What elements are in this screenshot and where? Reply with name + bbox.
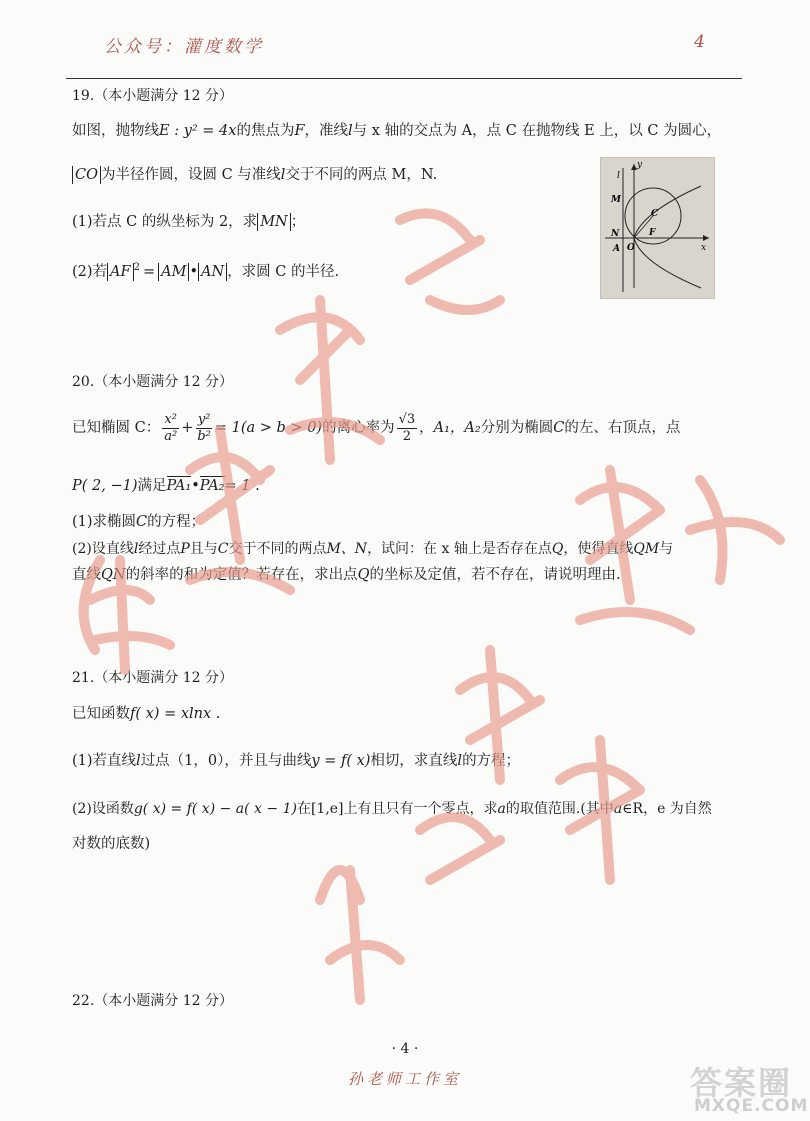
q21-part2 [72, 799, 712, 819]
q19-abs-mn: MN [257, 213, 291, 231]
q21-part1 [72, 751, 520, 771]
q21-line1 [72, 704, 220, 724]
fig-label-m: M [611, 195, 621, 205]
q19-heading: 19.（本小题满分 12 分） [72, 88, 233, 104]
q20-condition: = 1(a > b > 0) [214, 420, 323, 436]
q20-text: 满足 [137, 478, 167, 494]
q21-text: (2)设函数 [72, 801, 134, 817]
q20-point-symbol: P [180, 541, 190, 557]
q20-text: 与 [659, 541, 674, 557]
q20-frac-y-den: b² [197, 428, 211, 444]
q21-heading: 21.（本小题满分 12 分） [72, 670, 233, 686]
q21-line-symbol: l [136, 753, 141, 769]
q19-line1 [72, 121, 721, 141]
q20-text: 分别为椭圆 [480, 420, 554, 436]
q19-text: ； [290, 214, 306, 230]
q19-part1 [72, 212, 305, 232]
q19-figure [600, 157, 715, 299]
corner-logo-text: 答案圈 [690, 1064, 793, 1102]
q19-text: 交于不同的两点 M，N. [285, 167, 438, 183]
q20-frac-ecc [397, 412, 418, 445]
q21-text: 相切，求直线 [370, 753, 458, 769]
q20-text: ，使得直线 [563, 541, 634, 557]
header-page-mark: 4 [694, 32, 705, 52]
q20-text: 经过点 [138, 541, 181, 557]
q19-directrix-symbol: l [348, 123, 353, 139]
q20-text: 已知椭圆 C： [72, 420, 161, 436]
q19-text: 的焦点为 [236, 123, 295, 139]
fig-label-y: y [637, 160, 643, 170]
q20-line-symbol: l [133, 541, 139, 557]
q20-line-qm: QM [633, 541, 660, 557]
q20-frac-ecc-den: 2 [402, 428, 411, 444]
page-number: · 4 · [391, 1041, 419, 1057]
q20-text: 的斜率的和为定值？若存在，求出点 [125, 567, 358, 583]
q20-line-qn: QN [101, 567, 126, 583]
fig-label-c: C [651, 209, 659, 219]
q20-text: (2)设直线 [72, 541, 134, 557]
q19-text: 为半径作圆，设圆 C 与准线 [100, 167, 281, 183]
q20-point-p: P( 2, −1) [72, 478, 138, 494]
q21-curve: y = f( x) [311, 753, 371, 769]
q20-plus: + [181, 420, 194, 436]
q21-param-a: a [497, 801, 506, 817]
q21-text: 的取值范围.(其中 [505, 801, 614, 817]
q19-parabola-equation: E : y² = 4x [159, 123, 237, 139]
q20-vector-pa1: PA₁ [166, 478, 192, 494]
fig-label-l: l [617, 171, 620, 181]
q21-line-symbol: l [457, 753, 463, 769]
q21-param-a: a [613, 801, 623, 817]
q20-text: ，试问：在 x 轴上是否存在点 [367, 541, 552, 557]
q21-text: ∈R，e 为自然 [622, 801, 712, 817]
q21-text: 的方程； [462, 753, 521, 769]
header-account-label: 公众号：灌度数学 [104, 37, 264, 57]
q21-text: 在[1,e]上有且只有一个零点，求 [296, 801, 498, 817]
q19-line2 [72, 165, 437, 185]
q20-vector-pa2: PA₂ [199, 478, 225, 494]
q20-part2 [72, 539, 673, 559]
q20-frac-y-num: y² [197, 411, 211, 427]
q19-part2 [72, 258, 339, 282]
q20-frac-x-num: x² [164, 411, 177, 427]
q19-abs-co: CO [72, 166, 101, 184]
q20-part2-cont [72, 565, 621, 585]
q20-line2 [72, 476, 260, 496]
q21-text: 已知函数 [72, 706, 130, 722]
fig-label-f: F [649, 228, 656, 238]
q19-abs-af: AF [107, 263, 134, 281]
q19-figure-drawing [601, 158, 714, 298]
q20-points-mn: M、N [326, 541, 368, 557]
q20-text: ， [419, 420, 434, 436]
q19-text: ，求圆 C 的半径. [227, 263, 340, 280]
header-divider [66, 78, 742, 79]
q20-ellipse-symbol: C [136, 514, 148, 530]
q20-frac-ecc-num: √3 [398, 411, 416, 427]
q20-text: 交于不同的两点 [228, 541, 327, 557]
q20-text: 的左、右顶点，点 [564, 420, 681, 436]
q20-text: = 1 . [224, 478, 260, 494]
q20-line1 [72, 410, 680, 450]
q20-frac-y [195, 412, 213, 445]
q21-part2-cont: 对数的底数) [72, 836, 151, 852]
footer-studio-label: 孙老师工作室 [347, 1070, 462, 1088]
q19-text: (2)若 [72, 263, 108, 280]
q19-square: 2 [133, 262, 140, 273]
fig-label-o: O [627, 243, 635, 253]
q19-text: 与 x 轴的交点为 A，点 C 在抛物线 E 上，以 C 为圆心， [352, 123, 722, 139]
q19-abs-an: AN [198, 263, 227, 281]
q20-ellipse-symbol: C [553, 420, 565, 436]
q20-vertices: A₁，A₂ [433, 420, 481, 436]
fig-label-n: N [611, 229, 620, 239]
q20-text: 且与 [189, 541, 218, 557]
q20-text: 直线 [72, 567, 101, 583]
q20-point-q: Q [357, 567, 370, 583]
q19-directrix-symbol: l [280, 167, 286, 183]
q19-focus-symbol: F [294, 123, 305, 139]
q19-text: 如图，抛物线 [72, 123, 159, 139]
q22-heading: 22.（本小题满分 12 分） [72, 993, 233, 1009]
q21-function-g: g( x) = f( x) − a( x − 1) [133, 801, 297, 817]
q21-text: 过点（1，0），并且与曲线 [140, 753, 312, 769]
fig-label-a: A [613, 244, 620, 254]
corner-logo-url: MXQE.COM [694, 1096, 809, 1116]
q19-equals: = [142, 263, 156, 280]
q20-part1 [72, 512, 205, 532]
q20-text: 的坐标及定值，若不存在，请说明理由. [369, 567, 621, 583]
q20-text: (1)求椭圆 [72, 514, 137, 530]
q19-dot: • [189, 263, 199, 280]
q20-text: 的方程； [147, 514, 206, 530]
q19-text: (1)若点 C 的纵坐标为 2，求 [72, 214, 258, 230]
q19-text: ，准线 [304, 123, 349, 139]
q20-ellipse-symbol: C [217, 541, 229, 557]
q20-point-q: Q [551, 541, 564, 557]
q20-text: 的离心率为 [322, 420, 395, 436]
corner-watermark-logo [690, 1058, 809, 1116]
q19-abs-am: AM [158, 263, 189, 281]
q20-frac-x [162, 412, 179, 445]
q21-text: (1)若直线 [72, 753, 137, 769]
q21-function-f: f( x) = xlnx . [130, 706, 221, 722]
q20-frac-x-den: a² [164, 428, 178, 444]
q20-dot: • [191, 478, 200, 494]
q20-heading: 20.（本小题满分 12 分） [72, 374, 233, 390]
fig-label-x: x [701, 243, 707, 253]
